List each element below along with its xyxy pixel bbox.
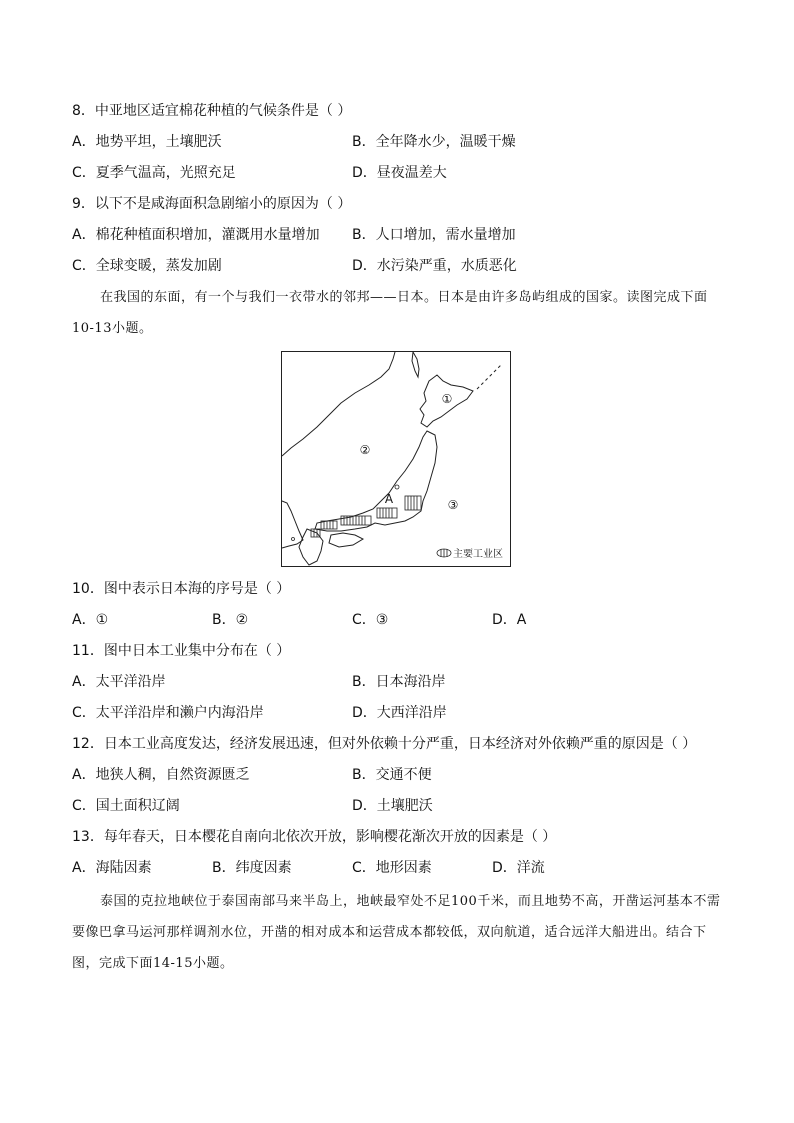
q11-option-a[interactable]: A．太平洋沿岸 xyxy=(72,674,166,690)
map-label-a: A xyxy=(384,492,394,506)
passage-japan xyxy=(72,282,722,344)
question-11-stem: 11．图中日本工业集中分布在（ ） xyxy=(72,643,291,659)
q12-option-b[interactable]: B．交通不便 xyxy=(352,767,432,783)
question-12-stem: 12．日本工业高度发达，经济发展迅速，但对外依赖十分严重，日本经济对外依赖严重的原因是（ ） xyxy=(72,736,697,752)
q13-option-c[interactable]: C．地形因素 xyxy=(352,860,432,876)
japan-map xyxy=(281,351,511,567)
q8-option-c[interactable]: C．夏季气温高，光照充足 xyxy=(72,165,236,181)
passage-thailand xyxy=(72,886,722,979)
q13-option-d[interactable]: D．洋流 xyxy=(492,860,545,876)
q8-option-d[interactable]: D．昼夜温差大 xyxy=(352,165,447,181)
legend-label: 主要工业区 xyxy=(453,549,503,560)
passage-japan-text: 在我国的东面，有一个与我们一衣带水的邻邦——日本。日本是由许多岛屿组成的国家。读图完成下面10-13小题。 xyxy=(72,290,708,336)
q10-option-d[interactable]: D．A xyxy=(492,612,527,628)
q11-option-d[interactable]: D．大西洋沿岸 xyxy=(352,705,447,721)
q13-option-b[interactable]: B．纬度因素 xyxy=(212,860,292,876)
q11-option-c[interactable]: C．太平洋沿岸和濑户内海沿岸 xyxy=(72,705,264,721)
q12-option-a[interactable]: A．地狭人稠，自然资源匮乏 xyxy=(72,767,250,783)
q10-option-a[interactable]: A．① xyxy=(72,612,109,628)
map-label-1: ① xyxy=(441,392,453,406)
q13-option-a[interactable]: A．海陆因素 xyxy=(72,860,152,876)
question-8-stem: 8．中亚地区适宜棉花种植的气候条件是（ ） xyxy=(72,103,352,119)
q9-option-c[interactable]: C．全球变暖，蒸发加剧 xyxy=(72,258,222,274)
q8-option-b[interactable]: B．全年降水少，温暖干燥 xyxy=(352,134,516,150)
q12-option-d[interactable]: D．土壤肥沃 xyxy=(352,798,433,814)
q10-option-b[interactable]: B．② xyxy=(212,612,249,628)
q9-option-b[interactable]: B．人口增加，需水量增加 xyxy=(352,227,516,243)
q10-option-c[interactable]: C．③ xyxy=(352,612,389,628)
q9-option-d[interactable]: D．水污染严重，水质恶化 xyxy=(352,258,517,274)
question-10-stem: 10．图中表示日本海的序号是（ ） xyxy=(72,581,291,597)
question-13-stem: 13．每年春天，日本樱花自南向北依次开放，影响樱花渐次开放的因素是（ ） xyxy=(72,829,557,845)
map-label-2: ② xyxy=(359,443,371,457)
q8-option-a[interactable]: A．地势平坦，土壤肥沃 xyxy=(72,134,222,150)
q9-option-a[interactable]: A．棉花种植面积增加，灌溉用水量增加 xyxy=(72,227,320,243)
q12-option-c[interactable]: C．国土面积辽阔 xyxy=(72,798,180,814)
q11-option-b[interactable]: B．日本海沿岸 xyxy=(352,674,446,690)
map-label-3: ③ xyxy=(447,498,459,512)
passage-thailand-text: 泰国的克拉地峡位于泰国南部马来半岛上，地峡最窄处不足100千米，而且地势不高，开凿运河基本不需要像巴拿马运河那样调剂水位，开凿的相对成本和运营成本都较低，双向航道，适合远洋大船进出。结合下图，完成下面14-15小题。 xyxy=(72,894,721,971)
question-9-stem: 9．以下不是咸海面积急剧缩小的原因为（ ） xyxy=(72,196,352,212)
